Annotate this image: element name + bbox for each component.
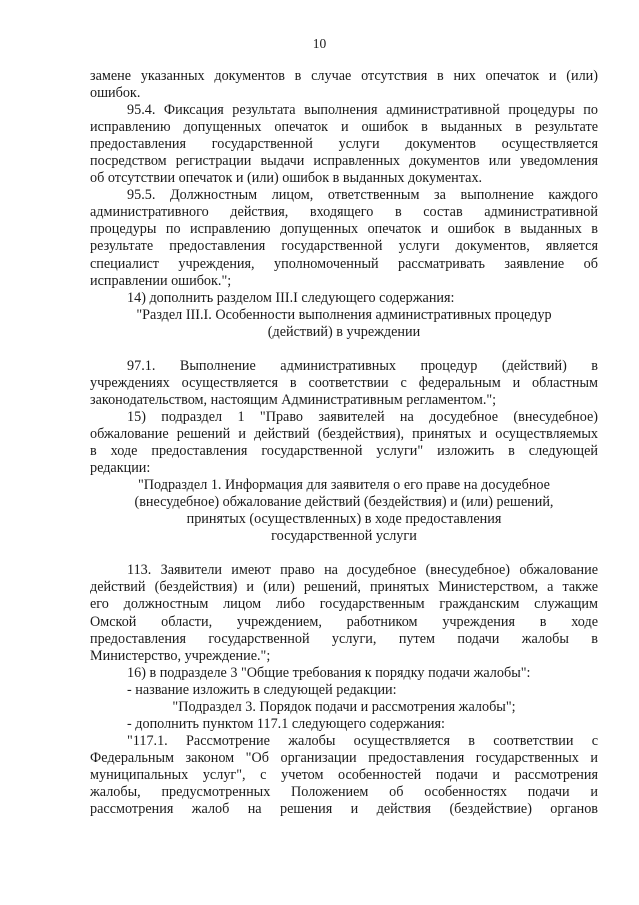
text-line: 15) подраздел 1 "Право заявителей на досудебное (внесудебное): [127, 408, 598, 425]
text-line: принятых (осуществленных) в ходе предоставления: [186, 511, 502, 528]
text-line: редакции:: [90, 460, 151, 477]
text-line: 95.4. Фиксация результата выполнения административной процедуры по: [127, 102, 598, 119]
text-line: Омской области, учреждением, работником учреждения в ходе: [90, 613, 598, 630]
text-line: предоставления государственной услуги документов осуществляется: [90, 136, 598, 153]
text-line: результате предоставления государственной услуги документов, является: [90, 238, 598, 255]
text-line: процедуры по исправлению допущенных опечаток и ошибок в выданных в: [90, 221, 598, 238]
text-line: законодательством, настоящим Административным регламентом.";: [90, 391, 497, 408]
blank-line: [90, 545, 598, 562]
text-line: его должностным лицом либо государственным гражданским служащим: [90, 596, 598, 613]
text-line: Федеральным законом "Об организации предоставления государственных и: [90, 749, 598, 766]
text-line: исправлении ошибок.";: [90, 272, 232, 289]
text-line: жалобы, предусмотренных Положением об особенностях подачи и: [90, 783, 598, 800]
text-line: в ходе предоставления государственной услуги" изложить в следующей: [90, 443, 598, 460]
text-line: посредством регистрации выдачи исправленных документов или уведомления: [90, 153, 598, 170]
text-line: обжалование решений и действий (бездействия), принятых и осуществляемых: [90, 425, 598, 442]
text-line: муниципальных услуг", с учетом особенностей подачи и рассмотрения: [90, 766, 598, 783]
text-line: (действий) в учреждении: [267, 323, 421, 340]
text-line: Министерство, учреждение.";: [90, 647, 271, 664]
text-line: "Подраздел 1. Информация для заявителя о его праве на досудебное: [138, 477, 550, 494]
document-body: [90, 68, 598, 818]
text-line: 16) в подразделе 3 "Общие требования к порядку подачи жалобы":: [127, 664, 531, 681]
text-line: 97.1. Выполнение административных процедур (действий) в: [127, 357, 598, 374]
text-line: об отсутствии опечаток и (или) ошибок в выданных документах.: [90, 170, 483, 187]
text-line: - название изложить в следующей редакции:: [127, 681, 397, 698]
text-line: "Раздел III.I. Особенности выполнения административных процедур: [136, 306, 552, 323]
blank-line: [90, 341, 598, 358]
text-line: специалист учреждения, уполномоченный рассматривать заявление об: [90, 255, 598, 272]
text-line: "117.1. Рассмотрение жалобы осуществляется в соответствии с: [127, 732, 598, 749]
text-line: рассмотрения жалоб на решения и действия (бездействие) органов: [90, 801, 598, 818]
text-line: учреждениях осуществляется в соответствии с федеральным и областным: [90, 374, 598, 391]
text-line: действий (бездействия) и (или) решений, принятых Министерством, а также: [90, 579, 598, 596]
text-line: (внесудебное) обжалование действий (бездействия) и (или) решений,: [134, 494, 554, 511]
text-line: ошибок.: [90, 85, 141, 102]
text-line: исправлению допущенных опечаток и ошибок в выданных в результате: [90, 119, 598, 136]
text-line: "Подраздел 3. Порядок подачи и рассмотрения жалобы";: [172, 698, 516, 715]
text-line: предоставления государственной услуги, путем подачи жалобы в: [90, 630, 598, 647]
text-line: государственной услуги: [271, 528, 417, 545]
text-line: административного действия, входящего в состав административной: [90, 204, 598, 221]
text-line: 113. Заявители имеют право на досудебное (внесудебное) обжалование: [127, 562, 598, 579]
text-line: 14) дополнить разделом III.I следующего содержания:: [127, 289, 455, 306]
text-line: - дополнить пунктом 117.1 следующего содержания:: [127, 715, 445, 732]
text-line: замене указанных документов в случае отсутствия в них опечаток и (или): [90, 68, 598, 84]
text-line: 95.5. Должностным лицом, ответственным за выполнение каждого: [127, 187, 598, 204]
page-number: 10: [312, 36, 327, 51]
